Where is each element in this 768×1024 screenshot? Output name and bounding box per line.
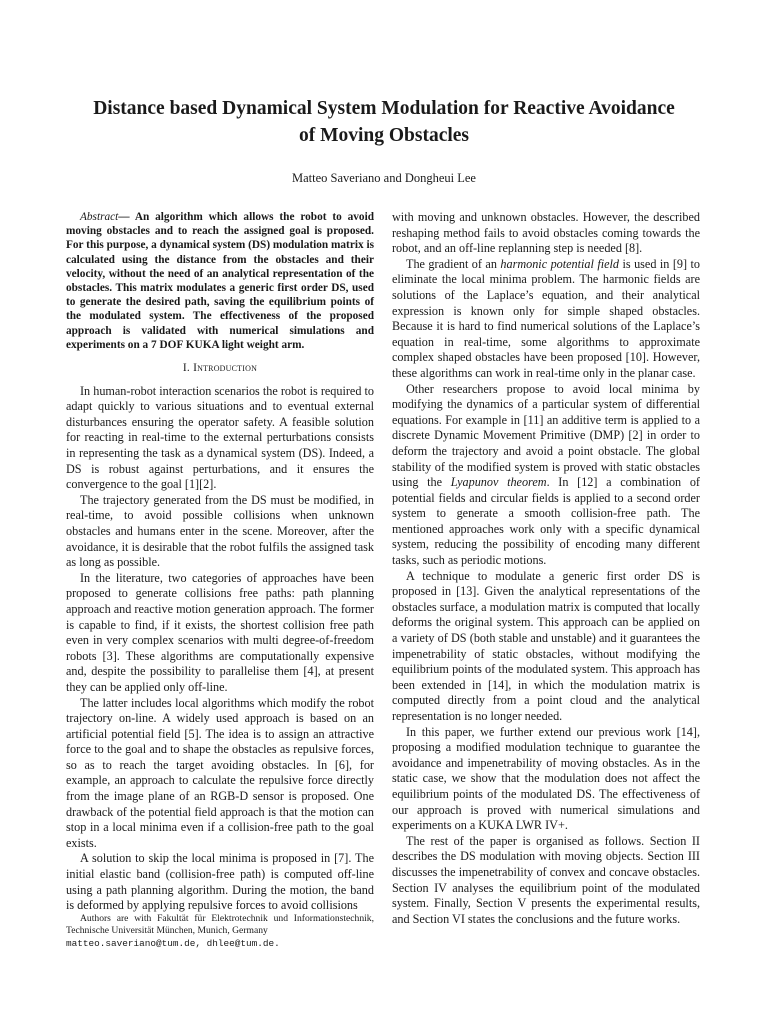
- section-title: Introduction: [193, 362, 258, 375]
- section-numeral: I.: [182, 362, 190, 375]
- footnote-affiliation: Authors are with Fakultät für Elektrotechnik und Informationstechnik, Technische Universität München, Munich, Germany: [66, 913, 374, 937]
- paragraph: In human-robot interaction scenarios the robot is required to adapt quickly to various situations and to eventual external disturbances ensuring the operator safety. A feasible solution for reacting in real-time to the external perturbations consists in representing the task as a dynamical system (DS). Indeed, a DS is robust against perturbations, and it ensures the convergence to the goal [1][2].: [66, 383, 374, 492]
- footnote: [66, 913, 374, 950]
- paragraph: In this paper, we further extend our previous work [14], proposing a modified modulation technique to guarantee the avoidance and impenetrability of moving obstacles. As in the static case, we show that the modulation does not affect the equilibrium points of the modulated DS. The effectiveness of our approach is proved with numerical simulations and experiments on a KUKA LWR IV+.: [392, 724, 700, 833]
- paragraph: A solution to skip the local minima is proposed in [7]. The initial elastic band (collision-free path) is computed off-line using a path planning algorithm. During the motion, the band is deformed by applying repulsive forces to avoid collisions: [66, 851, 374, 913]
- paragraph: In the literature, two categories of approaches have been proposed to generate collisions free paths: path planning approach and reactive motion generation approach. The former is capable to find, if it exists, the shortest collision free path even in very complex scenarios with multi degree-of-freedom robots [3]. These algorithms are computationally expensive and, despite the possibility to parallelise them [4], at present they can be applied only off-line.: [66, 570, 374, 694]
- paragraph: with moving and unknown obstacles. However, the described reshaping method fails to avoid obstacles coming towards the robot, and an off-line replanning step is needed [8].: [392, 210, 700, 256]
- paragraph: The gradient of an harmonic potential field is used in [9] to eliminate the local minima problem. The harmonic fields are solutions of the Laplace’s equation, and their analytical expression is known only for simple shaped obstacles. Because it is hard to find numerical solutions of the Laplace’s equation in real-time, some algorithms to approximate complex shaped obstacles have been proposed [10]. However, these algorithms can work in real-time only in the planar case.: [392, 256, 700, 380]
- left-column: [66, 210, 374, 914]
- authors: Matteo Saveriano and Dongheui Lee: [292, 171, 476, 185]
- title-line-2: of Moving Obstacles: [298, 125, 470, 146]
- section-heading-introduction: [66, 361, 374, 377]
- paragraph: Other researchers propose to avoid local minima by modifying the dynamics of a particular system of differential equations. For example in [11] an additive term is applied to a discrete Dynamic Movement Primitive (DMP) [2] in order to deform the trajectory and avoid a point obstacle. The global stability of the modified system is proved with static obstacles using the Lyapunov theorem. In [12] a combination of potential fields and circular fields is applied to a second order system to generate a smooth collision-free path. The mentioned approaches work only with a specific dynamical system, reducing the possibility of encoding many different tasks, such as periodic motions.: [392, 381, 700, 568]
- paragraph: The rest of the paper is organised as follows. Section II describes the DS modulation with moving objects. Section III discusses the impenetrability of convex and concave obstacles. Section IV analyses the equilibrium point of the modulated system. Finally, Section V presents the experimental results, and Section VI states the conclusions and the future works.: [392, 833, 700, 926]
- abstract: [66, 210, 374, 352]
- paragraph: The trajectory generated from the DS must be modified, in real-time, to avoid possible collisions when unknown obstacles and humans enter in the scene. Moreover, after the avoidance, it is desirable that the robot fulfils the assigned task as long as possible.: [66, 492, 374, 570]
- emphasis: Lyapunov theorem: [450, 475, 547, 490]
- footnote-emails: matteo.saveriano@tum.de, dhlee@tum.de.: [66, 937, 280, 949]
- abstract-text: — An algorithm which allows the robot to avoid moving obstacles and to reach the assigned goal is proposed. For this purpose, a dynamical system (DS) modulation matrix is calculated using the distance from the obstacles and their velocity, without the need of an analytical representation of the obstacles. This matrix modulates a generic first order DS, used to generate the desired path, saving the equilibrium points of the modulated system. The effectiveness of the proposed approach is validated with numerical simulations and experiments on a 7 DOF KUKA light weight arm.: [66, 211, 374, 351]
- abstract-lead: Abstract: [80, 211, 119, 223]
- paragraph: A technique to modulate a generic first order DS is proposed in [13]. Given the analytical representations of the obstacles surface, a modulation matrix is computed that locally deforms the original system. This approach can be applied on a variety of DS (both stable and unstable) and it guarantees the impenetrability of static obstacles, without modifying the equilibrium points of the modulated system. This approach has been extended in [14], in which the modulation matrix is computed directly from a point cloud and the analytical representation is no longer needed.: [392, 568, 700, 723]
- right-column: [392, 210, 700, 927]
- paper-title: [40, 95, 728, 149]
- title-line-1: Distance based Dynamical System Modulation for Reactive Avoidance: [93, 98, 675, 119]
- paragraph: The latter includes local algorithms which modify the robot trajectory on-line. A widely used approach is based on an artificial potential field [5]. The idea is to assign an attractive force to the goal and to shape the obstacles as repulsive forces, so as to reach the target avoiding obstacles. In [6], for example, an approach to calculate the repulsive force directly from the image plane of an RGB-D sensor is proposed. One drawback of the potential field approach is that the motion can stop in a local minima even if a collision-free path to the goal exists.: [66, 695, 374, 850]
- emphasis: harmonic potential field: [500, 256, 620, 271]
